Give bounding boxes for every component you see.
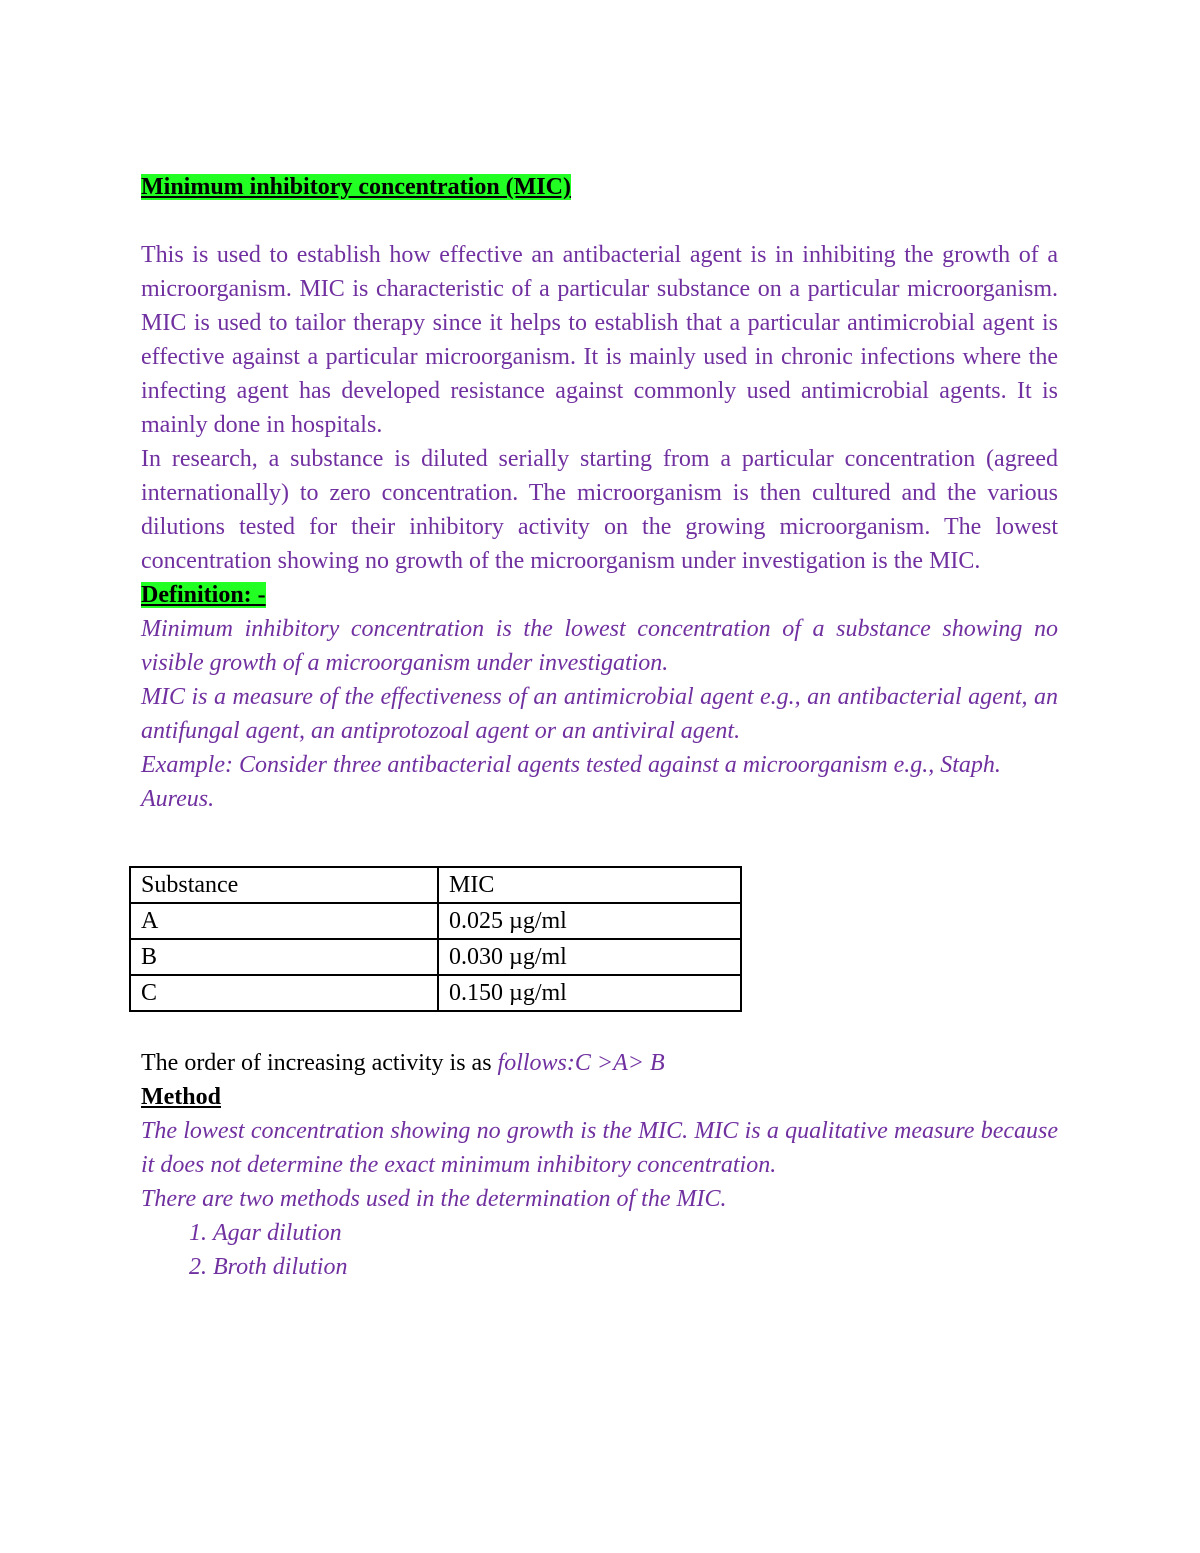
table-cell-substance: C <box>130 975 438 1011</box>
methods-intro: There are two methods used in the determination of the MIC. <box>141 1186 727 1212</box>
table-header-row <box>130 867 741 903</box>
method-heading-line <box>141 1080 1058 1114</box>
heading-line <box>141 170 1058 204</box>
table-cell-substance: A <box>130 903 438 939</box>
definition-text: Minimum inhibitory concentration is the lowest concentration of a substance showing no visible growth of a microorganism under investigation. <box>141 616 1058 676</box>
page-title: Minimum inhibitory concentration (MIC) <box>141 174 571 200</box>
header-substance: Substance <box>130 867 438 903</box>
research-paragraph: In research, a substance is diluted serially starting from a particular concentration (agreed internationally) to zero concentration. The microorganism is then cultured and the various dilutions tested for their inhibitory activity on the growing microorganism. The lowest concentration showing no growth of the microorganism under investigation is the MIC. <box>141 446 1058 574</box>
document-content <box>141 170 1058 1284</box>
table-row <box>130 975 741 1011</box>
order-line <box>141 1046 1058 1080</box>
table-cell-mic: 0.030 µg/ml <box>438 939 741 975</box>
table-cell-mic: 0.025 µg/ml <box>438 903 741 939</box>
definition-heading-line <box>141 578 1058 612</box>
table-row <box>130 939 741 975</box>
list-item: 2. Broth dilution <box>213 1250 1058 1284</box>
mic-table-wrapper <box>129 866 1058 1012</box>
list-item: 1. Agar dilution <box>213 1216 1058 1250</box>
definition-heading: Definition: - <box>141 582 266 608</box>
table-cell-substance: B <box>130 939 438 975</box>
example-text: Example: Consider three antibacterial agents tested against a microorganism e.g., Staph. Aureus. <box>141 752 1001 812</box>
table-cell-mic: 0.150 µg/ml <box>438 975 741 1011</box>
intro-paragraph: This is used to establish how effective an antibacterial agent is in inhibiting the growth of a microorganism. MIC is characteristic of a particular substance on a particular microorganism. MIC is used to tailor therapy since it helps to establish that a particular antimicrobial agent is effective against a particular microorganism. It is mainly used in chronic infections where the infecting agent has developed resistance against commonly used antimicrobial agents. It is mainly done in hospitals. <box>141 242 1058 438</box>
measure-text: MIC is a measure of the effectiveness of an antimicrobial agent e.g., an antibacterial agent, an antifungal agent, an antiprotozoal agent or an antiviral agent. <box>141 684 1058 744</box>
mic-table <box>129 866 742 1012</box>
header-mic: MIC <box>438 867 741 903</box>
method-heading: Method <box>141 1084 221 1110</box>
order-text: The order of increasing activity is as <box>141 1050 498 1076</box>
methods-list <box>141 1216 1058 1284</box>
order-sequence: follows:C >A> B <box>497 1050 665 1076</box>
method-text: The lowest concentration showing no growth is the MIC. MIC is a qualitative measure because it does not determine the exact minimum inhibitory concentration. <box>141 1118 1058 1178</box>
table-row <box>130 903 741 939</box>
